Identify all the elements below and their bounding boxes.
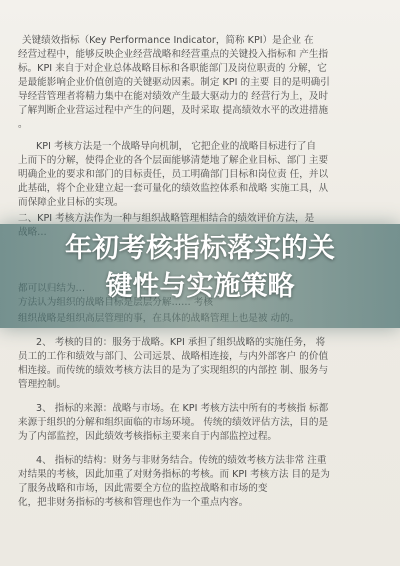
body-line: 3、 指标的来源：战略与市场。在 KPI 考核方法中所有的考核指 标都 — [36, 403, 329, 414]
body-line: 。 — [18, 119, 28, 130]
body-line: KPI 考核方法是一个战略导向机制， 它把企业的战略目标进行了自 — [36, 141, 317, 152]
body-line: 而保障企业目标的实现。 — [18, 197, 124, 208]
body-line: 对结果的考核，因此加重了对财务指标的考核。而 KPI 考核方法 目的是为 — [18, 469, 330, 480]
body-line: 标。KPI 来自于对企业总体战略目标和各职能部门及岗位职责的 分解，它 — [18, 63, 327, 74]
body-line: 此基础，将个企业建立起一套可量化的绩效监控体系和战略 实施工具，从 — [18, 183, 329, 194]
body-line: 2、 考核的目的：服务于战略。KPI 承担了组织战略的实施任务， 将 — [36, 337, 326, 348]
title-line-2: 键性与实施策略 — [105, 271, 295, 302]
body-line: 化，把非财务指标的考核和管理也作为一个重点内容。 — [18, 497, 249, 508]
page-title — [0, 230, 400, 306]
body-line: 二、KPI 考核方法作为一种与组织战略管理相结合的绩效评价方法，是 — [18, 213, 315, 224]
body-line: 相连接。而传统的绩效考核方法目的是为了实现组织的内部控 制、服务与 — [18, 365, 329, 376]
title-line-1: 年初考核指标落实的关 — [65, 233, 335, 264]
body-line: 导经营管理者将精力集中在能对绩效产生最大驱动力的 经营行为上，及时 — [18, 91, 329, 102]
body-line: 4、 指标的结构：财务与非财务结合。传统的绩效考核方法非常 注重 — [36, 455, 327, 466]
body-line: 来源于组织的分解和组织面临的市场环境。 传统的绩效评估方法，目的是 — [18, 417, 329, 428]
body-line: 管理控制。 — [18, 379, 66, 390]
body-line: 经营过程中，能够反映企业经营战略和经营重点的关键投入指标和 产生指 — [18, 49, 329, 60]
body-line: 了解判断企业营运过程中产生的问题，及时采取 提高绩效水平的改进措施 — [18, 105, 329, 116]
body-line: 关键绩效指标（Key Performance Indicator，简称 KPI）是企业 在 — [22, 35, 314, 46]
body-line: 是最能影响企业价值创造的关键驱动因素。制定 KPI 的主要 目的是明确引 — [18, 77, 330, 88]
body-line: 了服务战略和市场，因此需要全方位的监控战略和市场的变 — [18, 483, 268, 494]
body-line: 明确企业的要求和部门的目标责任，员工明确部门目标和岗位责 任，并以 — [18, 169, 329, 180]
body-line: 上而下的分解，使得企业的各个层面能够清楚地了解企业目标、部门 主要 — [18, 155, 329, 166]
body-line: 员工的工作和绩效与部门、公司远景、战略相连接，与内外部客户 的价值 — [18, 351, 329, 362]
body-line: 为了内部监控，因此绩效考核指标主要来自于内部监控过程。 — [18, 431, 278, 442]
